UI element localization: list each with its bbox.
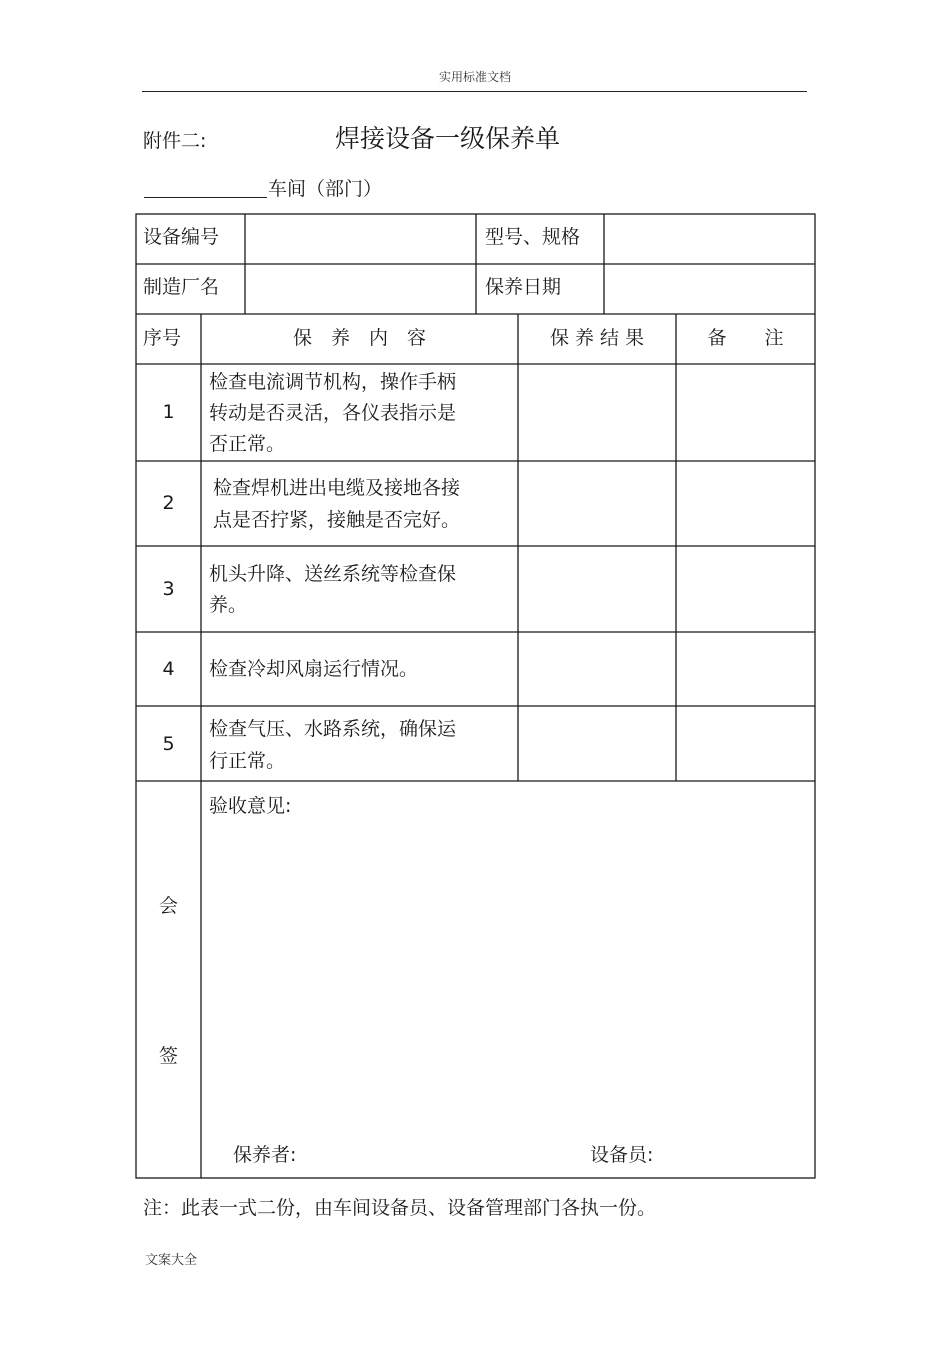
- row-1-content-line-1: 检查电流调节机构，操作手柄: [209, 371, 457, 393]
- model-field[interactable]: [611, 221, 809, 257]
- row-2-seq: 2: [162, 492, 175, 514]
- col-seq-header: 序号: [143, 327, 182, 349]
- page-header-text: 实用标准文档: [438, 70, 511, 84]
- maintainer-label: 保养者:: [233, 1144, 297, 1166]
- workshop-blank-line[interactable]: [144, 197, 267, 198]
- row-4-seq: 4: [162, 658, 175, 680]
- row-3-result-cell[interactable]: [520, 548, 674, 630]
- model-label: 型号、规格: [485, 226, 581, 248]
- manufacturer-field[interactable]: [252, 271, 470, 307]
- row-2-content-line-1: 检查焊机进出电缆及接地各接: [213, 477, 461, 499]
- manufacturer-label: 制造厂名: [143, 276, 220, 298]
- row-4-content-line-1: 检查冷却风扇运行情况。: [209, 658, 419, 680]
- attachment-label: 附件二:: [143, 130, 207, 152]
- row-4-remark-cell[interactable]: [678, 634, 813, 704]
- row-1-result-cell[interactable]: [520, 366, 674, 460]
- equipment-officer-label: 设备员:: [590, 1144, 654, 1166]
- col-content-header: 保 养 内 容: [292, 327, 426, 349]
- equipment-no-field[interactable]: [252, 221, 470, 257]
- row-3-content-line-1: 机头升降、送丝系统等检查保: [209, 563, 457, 585]
- page-footer-text: 文案大全: [145, 1253, 198, 1268]
- row-5-seq: 5: [162, 733, 175, 755]
- row-2-content-line-2: 点是否拧紧，接触是否完好。: [213, 509, 461, 531]
- row-5-content-line-1: 检查气压、水路系统，确保运: [209, 718, 457, 740]
- equipment-no-label: 设备编号: [143, 226, 220, 248]
- row-1-content-line-3: 否正常。: [209, 433, 286, 455]
- row-2-result-cell[interactable]: [520, 463, 674, 545]
- signoff-label-top: 会: [158, 895, 178, 917]
- row-1-seq: 1: [162, 401, 175, 423]
- row-1-remark-cell[interactable]: [678, 366, 813, 460]
- row-3-content-line-2: 养。: [209, 594, 248, 616]
- row-5-result-cell[interactable]: [520, 708, 674, 779]
- date-field[interactable]: [611, 271, 809, 307]
- row-2-remark-cell[interactable]: [678, 463, 813, 545]
- row-1-content-line-2: 转动是否灵活，各仪表指示是: [209, 402, 457, 424]
- acceptance-label: 验收意见:: [209, 795, 292, 817]
- row-3-remark-cell[interactable]: [678, 548, 813, 630]
- row-5-remark-cell[interactable]: [678, 708, 813, 779]
- row-3-seq: 3: [162, 578, 175, 600]
- header-rule: [142, 91, 807, 92]
- row-4-result-cell[interactable]: [520, 634, 674, 704]
- col-result-header: 保 养 结 果: [549, 327, 645, 349]
- form-title: 焊接设备一级保养单: [335, 124, 561, 153]
- signoff-label-bottom: 签: [158, 1045, 178, 1067]
- workshop-label: 车间（部门）: [268, 178, 383, 200]
- acceptance-opinion-area[interactable]: [209, 825, 809, 1125]
- form-note: 注：此表一式二份，由车间设备员、设备管理部门各执一份。: [143, 1197, 657, 1219]
- col-remark-header: 备 注: [707, 327, 784, 349]
- row-5-content-line-2: 行正常。: [209, 750, 286, 772]
- date-label: 保养日期: [485, 276, 562, 298]
